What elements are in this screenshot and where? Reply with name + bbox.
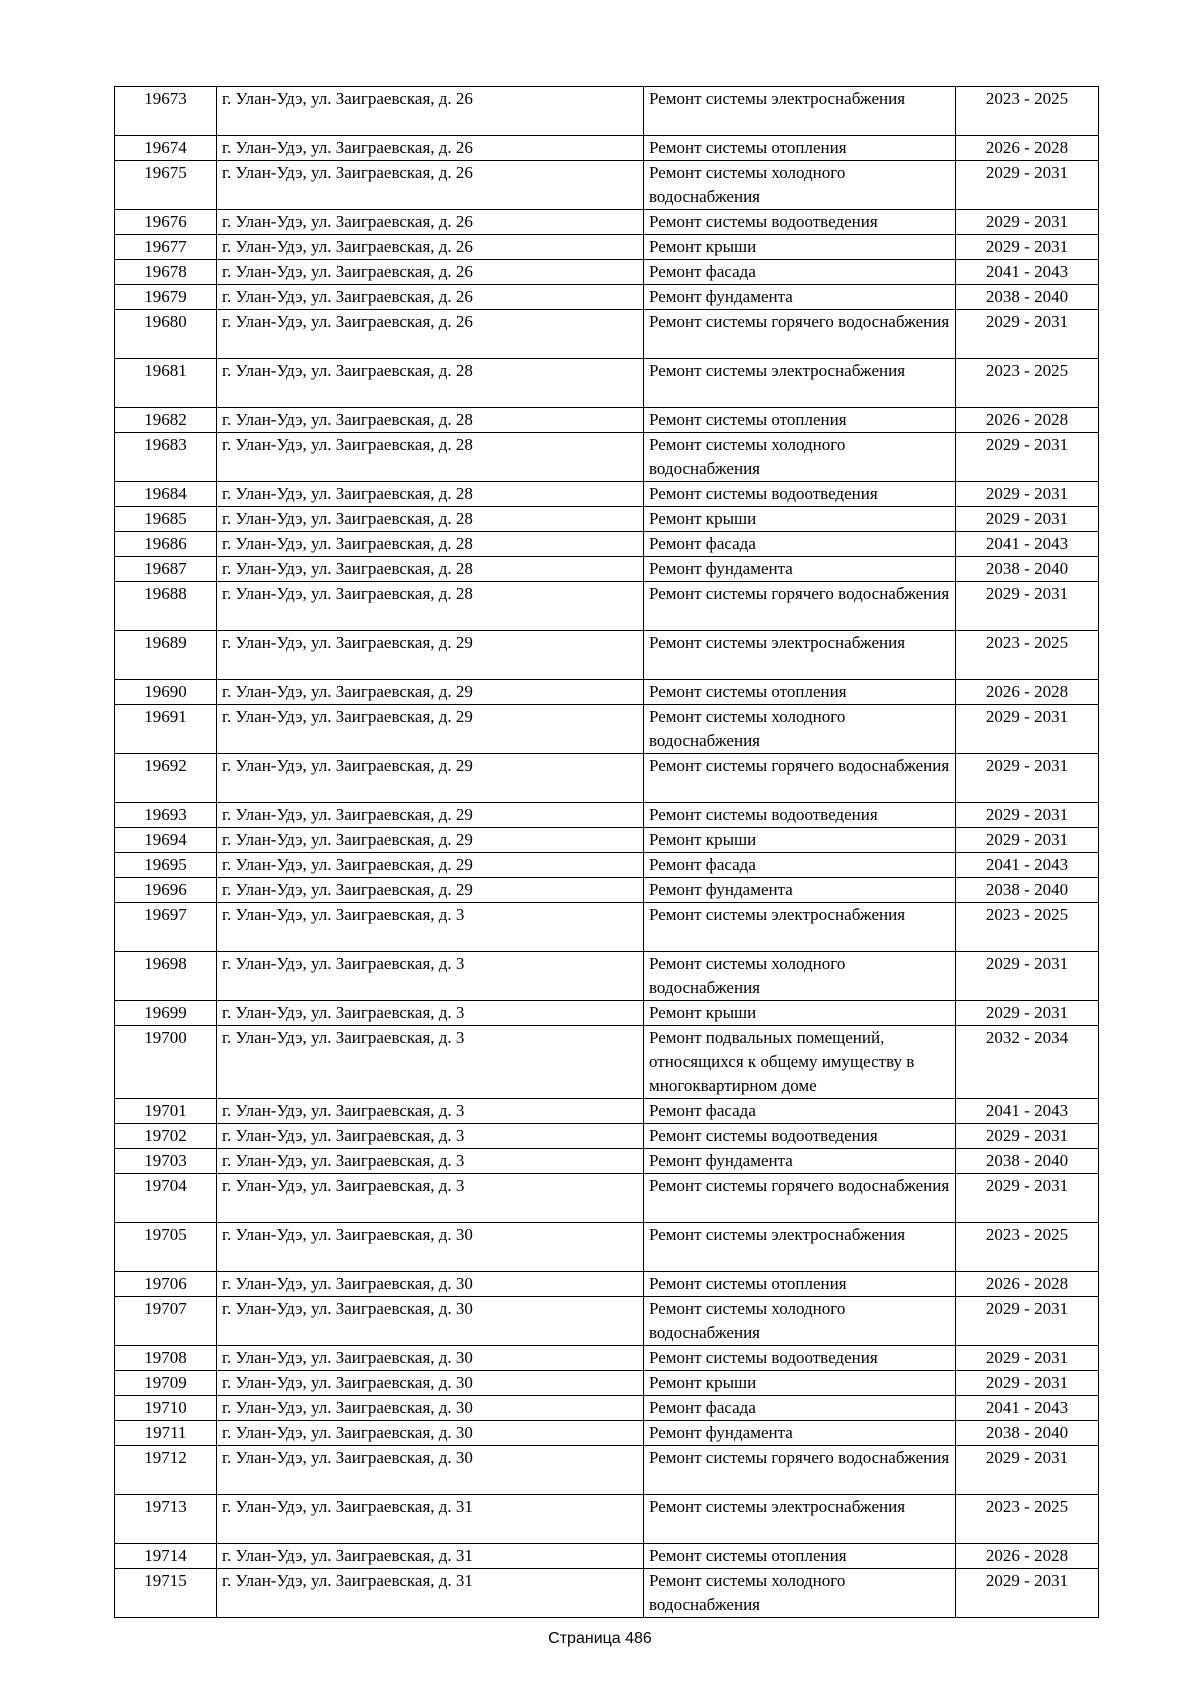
table-row	[115, 1223, 1099, 1272]
address-cell: г. Улан-Удэ, ул. Заиграевская, д. 26	[217, 136, 644, 161]
row-number-cell: 19714	[115, 1544, 217, 1569]
table-row	[115, 557, 1099, 582]
address-cell: г. Улан-Удэ, ул. Заиграевская, д. 28	[217, 582, 644, 631]
work-type-cell: Ремонт системы отопления	[644, 408, 956, 433]
row-number-cell: 19683	[115, 433, 217, 482]
period-cell: 2029 - 2031	[956, 582, 1099, 631]
work-type-cell: Ремонт фундамента	[644, 878, 956, 903]
work-type-cell: Ремонт системы водоотведения	[644, 803, 956, 828]
work-type-cell: Ремонт фасада	[644, 532, 956, 557]
address-cell: г. Улан-Удэ, ул. Заиграевская, д. 26	[217, 285, 644, 310]
work-type-cell: Ремонт системы горячего водоснабжения	[644, 754, 956, 803]
work-type-cell: Ремонт системы электроснабжения	[644, 359, 956, 408]
period-cell: 2029 - 2031	[956, 235, 1099, 260]
work-type-cell: Ремонт системы отопления	[644, 680, 956, 705]
table-row	[115, 903, 1099, 952]
work-type-cell: Ремонт системы холодного водоснабжения	[644, 705, 956, 754]
row-number-cell: 19694	[115, 828, 217, 853]
work-type-cell: Ремонт системы холодного водоснабжения	[644, 1569, 956, 1618]
period-cell: 2026 - 2028	[956, 1544, 1099, 1569]
period-cell: 2029 - 2031	[956, 161, 1099, 210]
work-type-cell: Ремонт системы горячего водоснабжения	[644, 1174, 956, 1223]
table-row	[115, 952, 1099, 1001]
row-number-cell: 19674	[115, 136, 217, 161]
work-type-cell: Ремонт крыши	[644, 1371, 956, 1396]
address-cell: г. Улан-Удэ, ул. Заиграевская, д. 28	[217, 532, 644, 557]
period-cell: 2029 - 2031	[956, 1001, 1099, 1026]
address-cell: г. Улан-Удэ, ул. Заиграевская, д. 26	[217, 260, 644, 285]
period-cell: 2029 - 2031	[956, 1346, 1099, 1371]
address-cell: г. Улан-Удэ, ул. Заиграевская, д. 30	[217, 1371, 644, 1396]
table-row	[115, 1026, 1099, 1099]
period-cell: 2029 - 2031	[956, 803, 1099, 828]
address-cell: г. Улан-Удэ, ул. Заиграевская, д. 29	[217, 878, 644, 903]
work-type-cell: Ремонт крыши	[644, 1001, 956, 1026]
work-type-cell: Ремонт крыши	[644, 235, 956, 260]
works-table-body	[115, 87, 1099, 1618]
address-cell: г. Улан-Удэ, ул. Заиграевская, д. 30	[217, 1223, 644, 1272]
row-number-cell: 19679	[115, 285, 217, 310]
address-cell: г. Улан-Удэ, ул. Заиграевская, д. 28	[217, 408, 644, 433]
period-cell: 2029 - 2031	[956, 754, 1099, 803]
address-cell: г. Улан-Удэ, ул. Заиграевская, д. 30	[217, 1421, 644, 1446]
address-cell: г. Улан-Удэ, ул. Заиграевская, д. 3	[217, 903, 644, 952]
work-type-cell: Ремонт системы отопления	[644, 136, 956, 161]
table-row	[115, 310, 1099, 359]
row-number-cell: 19677	[115, 235, 217, 260]
work-type-cell: Ремонт системы холодного водоснабжения	[644, 433, 956, 482]
address-cell: г. Улан-Удэ, ул. Заиграевская, д. 3	[217, 1174, 644, 1223]
table-row	[115, 1124, 1099, 1149]
table-row	[115, 1544, 1099, 1569]
address-cell: г. Улан-Удэ, ул. Заиграевская, д. 30	[217, 1346, 644, 1371]
work-type-cell: Ремонт системы горячего водоснабжения	[644, 310, 956, 359]
table-row	[115, 210, 1099, 235]
row-number-cell: 19685	[115, 507, 217, 532]
row-number-cell: 19693	[115, 803, 217, 828]
address-cell: г. Улан-Удэ, ул. Заиграевская, д. 29	[217, 631, 644, 680]
period-cell: 2041 - 2043	[956, 1396, 1099, 1421]
address-cell: г. Улан-Удэ, ул. Заиграевская, д. 3	[217, 1099, 644, 1124]
address-cell: г. Улан-Удэ, ул. Заиграевская, д. 26	[217, 235, 644, 260]
table-row	[115, 754, 1099, 803]
row-number-cell: 19712	[115, 1446, 217, 1495]
row-number-cell: 19703	[115, 1149, 217, 1174]
table-row	[115, 1297, 1099, 1346]
table-row	[115, 285, 1099, 310]
address-cell: г. Улан-Удэ, ул. Заиграевская, д. 30	[217, 1446, 644, 1495]
period-cell: 2026 - 2028	[956, 136, 1099, 161]
period-cell: 2038 - 2040	[956, 285, 1099, 310]
work-type-cell: Ремонт фундамента	[644, 1149, 956, 1174]
row-number-cell: 19697	[115, 903, 217, 952]
period-cell: 2038 - 2040	[956, 1421, 1099, 1446]
table-row	[115, 1569, 1099, 1618]
row-number-cell: 19700	[115, 1026, 217, 1099]
row-number-cell: 19680	[115, 310, 217, 359]
address-cell: г. Улан-Удэ, ул. Заиграевская, д. 28	[217, 557, 644, 582]
address-cell: г. Улан-Удэ, ул. Заиграевская, д. 28	[217, 482, 644, 507]
row-number-cell: 19687	[115, 557, 217, 582]
period-cell: 2041 - 2043	[956, 532, 1099, 557]
work-type-cell: Ремонт подвальных помещений, относящихся к общему имуществу в многоквартирном доме	[644, 1026, 956, 1099]
row-number-cell: 19675	[115, 161, 217, 210]
address-cell: г. Улан-Удэ, ул. Заиграевская, д. 26	[217, 310, 644, 359]
work-type-cell: Ремонт системы отопления	[644, 1272, 956, 1297]
row-number-cell: 19698	[115, 952, 217, 1001]
table-row	[115, 1446, 1099, 1495]
work-type-cell: Ремонт системы водоотведения	[644, 482, 956, 507]
table-row	[115, 260, 1099, 285]
period-cell: 2026 - 2028	[956, 1272, 1099, 1297]
period-cell: 2041 - 2043	[956, 260, 1099, 285]
work-type-cell: Ремонт системы электроснабжения	[644, 1495, 956, 1544]
row-number-cell: 19682	[115, 408, 217, 433]
address-cell: г. Улан-Удэ, ул. Заиграевская, д. 3	[217, 1149, 644, 1174]
table-row	[115, 482, 1099, 507]
period-cell: 2026 - 2028	[956, 680, 1099, 705]
work-type-cell: Ремонт системы отопления	[644, 1544, 956, 1569]
address-cell: г. Улан-Удэ, ул. Заиграевская, д. 29	[217, 828, 644, 853]
row-number-cell: 19702	[115, 1124, 217, 1149]
address-cell: г. Улан-Удэ, ул. Заиграевская, д. 29	[217, 705, 644, 754]
work-type-cell: Ремонт системы горячего водоснабжения	[644, 582, 956, 631]
period-cell: 2029 - 2031	[956, 1371, 1099, 1396]
row-number-cell: 19705	[115, 1223, 217, 1272]
work-type-cell: Ремонт фундамента	[644, 557, 956, 582]
row-number-cell: 19684	[115, 482, 217, 507]
table-row	[115, 433, 1099, 482]
period-cell: 2029 - 2031	[956, 1446, 1099, 1495]
row-number-cell: 19686	[115, 532, 217, 557]
work-type-cell: Ремонт фасада	[644, 1396, 956, 1421]
row-number-cell: 19706	[115, 1272, 217, 1297]
period-cell: 2029 - 2031	[956, 1297, 1099, 1346]
work-type-cell: Ремонт фасада	[644, 853, 956, 878]
period-cell: 2029 - 2031	[956, 210, 1099, 235]
row-number-cell: 19692	[115, 754, 217, 803]
table-row	[115, 631, 1099, 680]
period-cell: 2023 - 2025	[956, 903, 1099, 952]
period-cell: 2029 - 2031	[956, 1124, 1099, 1149]
row-number-cell: 19704	[115, 1174, 217, 1223]
period-cell: 2029 - 2031	[956, 310, 1099, 359]
work-type-cell: Ремонт системы холодного водоснабжения	[644, 1297, 956, 1346]
address-cell: г. Улан-Удэ, ул. Заиграевская, д. 30	[217, 1396, 644, 1421]
row-number-cell: 19701	[115, 1099, 217, 1124]
row-number-cell: 19713	[115, 1495, 217, 1544]
table-row	[115, 1421, 1099, 1446]
table-row	[115, 532, 1099, 557]
table-row	[115, 235, 1099, 260]
row-number-cell: 19681	[115, 359, 217, 408]
table-row	[115, 1346, 1099, 1371]
address-cell: г. Улан-Удэ, ул. Заиграевская, д. 29	[217, 754, 644, 803]
work-type-cell: Ремонт фасада	[644, 1099, 956, 1124]
address-cell: г. Улан-Удэ, ул. Заиграевская, д. 30	[217, 1297, 644, 1346]
address-cell: г. Улан-Удэ, ул. Заиграевская, д. 29	[217, 803, 644, 828]
period-cell: 2029 - 2031	[956, 507, 1099, 532]
page-number: Страница 486	[548, 1630, 652, 1647]
address-cell: г. Улан-Удэ, ул. Заиграевская, д. 29	[217, 853, 644, 878]
address-cell: г. Улан-Удэ, ул. Заиграевская, д. 31	[217, 1495, 644, 1544]
row-number-cell: 19707	[115, 1297, 217, 1346]
work-type-cell: Ремонт системы водоотведения	[644, 1346, 956, 1371]
table-row	[115, 161, 1099, 210]
row-number-cell: 19709	[115, 1371, 217, 1396]
address-cell: г. Улан-Удэ, ул. Заиграевская, д. 26	[217, 161, 644, 210]
row-number-cell: 19708	[115, 1346, 217, 1371]
period-cell: 2041 - 2043	[956, 1099, 1099, 1124]
table-row	[115, 1371, 1099, 1396]
work-type-cell: Ремонт системы электроснабжения	[644, 903, 956, 952]
table-row	[115, 87, 1099, 136]
period-cell: 2041 - 2043	[956, 853, 1099, 878]
table-row	[115, 853, 1099, 878]
row-number-cell: 19699	[115, 1001, 217, 1026]
period-cell: 2023 - 2025	[956, 1495, 1099, 1544]
work-type-cell: Ремонт системы холодного водоснабжения	[644, 161, 956, 210]
work-type-cell: Ремонт системы электроснабжения	[644, 87, 956, 136]
address-cell: г. Улан-Удэ, ул. Заиграевская, д. 31	[217, 1569, 644, 1618]
address-cell: г. Улан-Удэ, ул. Заиграевская, д. 3	[217, 952, 644, 1001]
address-cell: г. Улан-Удэ, ул. Заиграевская, д. 26	[217, 87, 644, 136]
address-cell: г. Улан-Удэ, ул. Заиграевская, д. 28	[217, 359, 644, 408]
period-cell: 2029 - 2031	[956, 952, 1099, 1001]
table-row	[115, 408, 1099, 433]
period-cell: 2023 - 2025	[956, 631, 1099, 680]
work-type-cell: Ремонт крыши	[644, 507, 956, 532]
address-cell: г. Улан-Удэ, ул. Заиграевская, д. 28	[217, 507, 644, 532]
work-type-cell: Ремонт системы водоотведения	[644, 1124, 956, 1149]
address-cell: г. Улан-Удэ, ул. Заиграевская, д. 30	[217, 1272, 644, 1297]
table-row	[115, 828, 1099, 853]
period-cell: 2032 - 2034	[956, 1026, 1099, 1099]
row-number-cell: 19715	[115, 1569, 217, 1618]
work-type-cell: Ремонт системы электроснабжения	[644, 1223, 956, 1272]
table-row	[115, 705, 1099, 754]
period-cell: 2038 - 2040	[956, 557, 1099, 582]
table-row	[115, 803, 1099, 828]
table-row	[115, 359, 1099, 408]
work-type-cell: Ремонт системы электроснабжения	[644, 631, 956, 680]
work-type-cell: Ремонт крыши	[644, 828, 956, 853]
row-number-cell: 19689	[115, 631, 217, 680]
row-number-cell: 19696	[115, 878, 217, 903]
work-type-cell: Ремонт системы горячего водоснабжения	[644, 1446, 956, 1495]
period-cell: 2029 - 2031	[956, 828, 1099, 853]
table-row	[115, 1495, 1099, 1544]
work-type-cell: Ремонт фундамента	[644, 285, 956, 310]
address-cell: г. Улан-Удэ, ул. Заиграевская, д. 31	[217, 1544, 644, 1569]
table-row	[115, 1396, 1099, 1421]
table-row	[115, 1149, 1099, 1174]
period-cell: 2029 - 2031	[956, 1569, 1099, 1618]
work-type-cell: Ремонт системы холодного водоснабжения	[644, 952, 956, 1001]
row-number-cell: 19710	[115, 1396, 217, 1421]
address-cell: г. Улан-Удэ, ул. Заиграевская, д. 3	[217, 1026, 644, 1099]
row-number-cell: 19676	[115, 210, 217, 235]
table-row	[115, 507, 1099, 532]
period-cell: 2023 - 2025	[956, 87, 1099, 136]
table-row	[115, 1099, 1099, 1124]
period-cell: 2026 - 2028	[956, 408, 1099, 433]
table-row	[115, 582, 1099, 631]
period-cell: 2029 - 2031	[956, 482, 1099, 507]
row-number-cell: 19678	[115, 260, 217, 285]
work-type-cell: Ремонт фасада	[644, 260, 956, 285]
address-cell: г. Улан-Удэ, ул. Заиграевская, д. 26	[217, 210, 644, 235]
period-cell: 2038 - 2040	[956, 1149, 1099, 1174]
period-cell: 2038 - 2040	[956, 878, 1099, 903]
table-row	[115, 1174, 1099, 1223]
address-cell: г. Улан-Удэ, ул. Заиграевская, д. 3	[217, 1124, 644, 1149]
works-table	[114, 86, 1099, 1618]
period-cell: 2029 - 2031	[956, 1174, 1099, 1223]
row-number-cell: 19690	[115, 680, 217, 705]
table-row	[115, 1272, 1099, 1297]
table-row	[115, 680, 1099, 705]
address-cell: г. Улан-Удэ, ул. Заиграевская, д. 29	[217, 680, 644, 705]
table-row	[115, 878, 1099, 903]
period-cell: 2029 - 2031	[956, 433, 1099, 482]
address-cell: г. Улан-Удэ, ул. Заиграевская, д. 3	[217, 1001, 644, 1026]
period-cell: 2023 - 2025	[956, 359, 1099, 408]
work-type-cell: Ремонт системы водоотведения	[644, 210, 956, 235]
address-cell: г. Улан-Удэ, ул. Заиграевская, д. 28	[217, 433, 644, 482]
work-type-cell: Ремонт фундамента	[644, 1421, 956, 1446]
row-number-cell: 19673	[115, 87, 217, 136]
row-number-cell: 19691	[115, 705, 217, 754]
row-number-cell: 19688	[115, 582, 217, 631]
row-number-cell: 19695	[115, 853, 217, 878]
table-row	[115, 1001, 1099, 1026]
period-cell: 2023 - 2025	[956, 1223, 1099, 1272]
row-number-cell: 19711	[115, 1421, 217, 1446]
period-cell: 2029 - 2031	[956, 705, 1099, 754]
table-row	[115, 136, 1099, 161]
